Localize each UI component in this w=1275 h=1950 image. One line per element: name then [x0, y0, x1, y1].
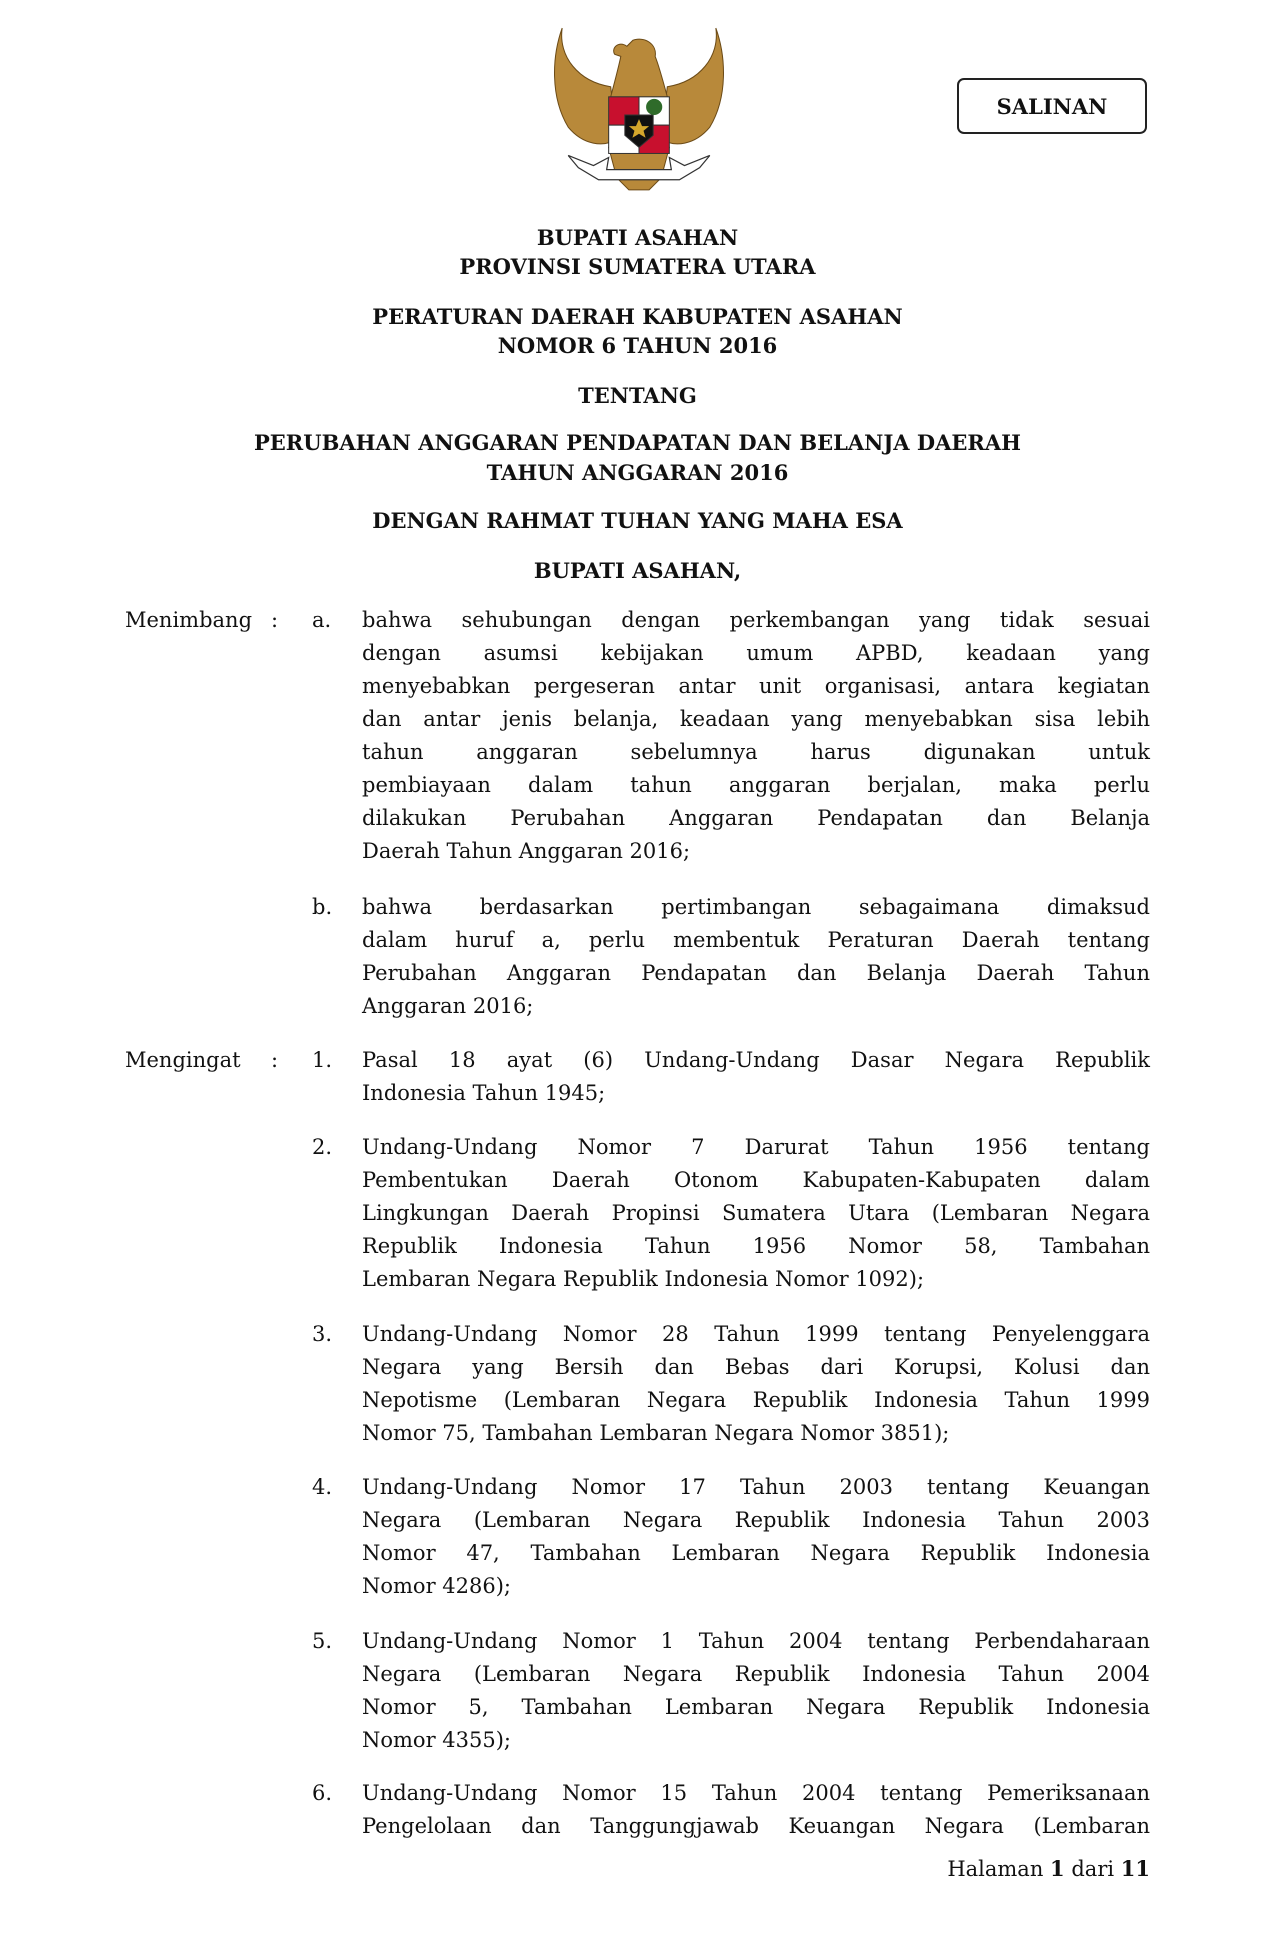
mengingat-item-number: 3. [312, 1322, 333, 1346]
text-line: Nomor 5, Tambahan Lembaran Negara Republik Indonesia [362, 1695, 1150, 1719]
text-line: Undang-Undang Nomor 28 Tahun 1999 tentang Penyelenggara [362, 1322, 1150, 1346]
text-line: dalam huruf a, perlu membentuk Peraturan Daerah tentang [362, 928, 1150, 952]
text-line: Negara yang Bersih dan Bebas dari Korupsi, Kolusi dan [362, 1355, 1150, 1379]
regulation-number: NOMOR 6 TAHUN 2016 [497, 333, 778, 358]
text-line: menyebabkan pergeseran antar unit organisasi, antara kegiatan [362, 674, 1150, 698]
subject-line-1: PERUBAHAN ANGGARAN PENDAPATAN DAN BELANJA DAERAH [254, 430, 1021, 455]
text-line: Daerah Tahun Anggaran 2016; [362, 839, 691, 863]
current-page: 1 [1050, 1856, 1065, 1881]
text-line: bahwa berdasarkan pertimbangan sebagaimana dimaksud [362, 895, 1150, 919]
text-line: Nepotisme (Lembaran Negara Republik Indonesia Tahun 1999 [362, 1388, 1150, 1412]
text-line: Indonesia Tahun 1945; [362, 1081, 606, 1105]
text-line: Pasal 18 ayat (6) Undang-Undang Dasar Negara Republik [362, 1048, 1150, 1072]
text-line: Lembaran Negara Republik Indonesia Nomor 1092); [362, 1267, 925, 1291]
text-line: Undang-Undang Nomor 15 Tahun 2004 tentang Pemeriksanaan [362, 1781, 1150, 1805]
text-line: Lingkungan Daerah Propinsi Sumatera Utara (Lembaran Negara [362, 1201, 1150, 1225]
mengingat-item-number: 4. [312, 1475, 333, 1499]
mengingat-item [362, 1777, 1150, 1843]
garuda-emblem-logo [548, 26, 730, 198]
mengingat-item [362, 1318, 1150, 1450]
mengingat-item [362, 1625, 1150, 1757]
text-line: tahun anggaran sebelumnya harus digunakan untuk [362, 740, 1150, 764]
mengingat-item-number: 2. [312, 1135, 333, 1159]
menimbang-item-number: a. [312, 608, 332, 632]
mengingat-colon: : [271, 1048, 279, 1072]
menimbang-colon: : [271, 608, 279, 632]
text-line: Negara (Lembaran Negara Republik Indonesia Tahun 2003 [362, 1508, 1150, 1532]
menimbang-item-number: b. [312, 895, 333, 919]
menimbang-label: Menimbang [125, 608, 253, 632]
subject-line-2: TAHUN ANGGARAN 2016 [486, 460, 789, 485]
menimbang-item [362, 604, 1150, 868]
mengingat-item [362, 1044, 1150, 1110]
mengingat-item-number: 1. [312, 1048, 333, 1072]
mengingat-item [362, 1471, 1150, 1603]
issuer-title: BUPATI ASAHAN [536, 225, 739, 250]
mengingat-item-number: 6. [312, 1781, 333, 1805]
invocation: DENGAN RAHMAT TUHAN YANG MAHA ESA [372, 508, 903, 533]
footer-prefix: Halaman [947, 1857, 1044, 1881]
text-line: Negara (Lembaran Negara Republik Indonesia Tahun 2004 [362, 1662, 1150, 1686]
text-line: Republik Indonesia Tahun 1956 Nomor 58, Tambahan [362, 1234, 1150, 1258]
text-line: Undang-Undang Nomor 17 Tahun 2003 tentang Keuangan [362, 1475, 1150, 1499]
text-line: Nomor 4355); [362, 1728, 511, 1752]
issuer-heading: BUPATI ASAHAN, [533, 558, 742, 583]
text-line: Anggaran 2016; [362, 994, 534, 1018]
text-line: Nomor 4286); [362, 1574, 511, 1598]
text-line: Nomor 47, Tambahan Lembaran Negara Republik Indonesia [362, 1541, 1150, 1565]
about-heading: TENTANG [578, 383, 697, 408]
regulation-title: PERATURAN DAERAH KABUPATEN ASAHAN [372, 304, 903, 329]
text-line: pembiayaan dalam tahun anggaran berjalan, maka perlu [362, 773, 1150, 797]
province-title: PROVINSI SUMATERA UTARA [459, 254, 816, 279]
salinan-stamp: SALINAN [957, 78, 1147, 134]
text-line: bahwa sehubungan dengan perkembangan yang tidak sesuai [362, 608, 1150, 632]
text-line: dan antar jenis belanja, keadaan yang menyebabkan sisa lebih [362, 707, 1150, 731]
text-line: Pengelolaan dan Tanggungjawab Keuangan Negara (Lembaran [362, 1814, 1150, 1838]
text-line: dengan asumsi kebijakan umum APBD, keadaan yang [362, 641, 1150, 665]
text-line: dilakukan Perubahan Anggaran Pendapatan dan Belanja [362, 806, 1150, 830]
text-line: Undang-Undang Nomor 7 Darurat Tahun 1956 tentang [362, 1135, 1150, 1159]
page-footer [0, 1852, 1150, 1886]
total-pages: 11 [1120, 1856, 1150, 1881]
text-line: Undang-Undang Nomor 1 Tahun 2004 tentang Perbendaharaan [362, 1629, 1150, 1653]
mengingat-item [362, 1131, 1150, 1296]
footer-sep: dari [1071, 1857, 1115, 1881]
text-line: Perubahan Anggaran Pendapatan dan Belanja Daerah Tahun [362, 961, 1150, 985]
menimbang-item [362, 891, 1150, 1023]
mengingat-item-number: 5. [312, 1629, 333, 1653]
text-line: Nomor 75, Tambahan Lembaran Negara Nomor 3851); [362, 1421, 950, 1445]
text-line: Pembentukan Daerah Otonom Kabupaten-Kabupaten dalam [362, 1168, 1150, 1192]
mengingat-label: Mengingat [125, 1048, 241, 1072]
